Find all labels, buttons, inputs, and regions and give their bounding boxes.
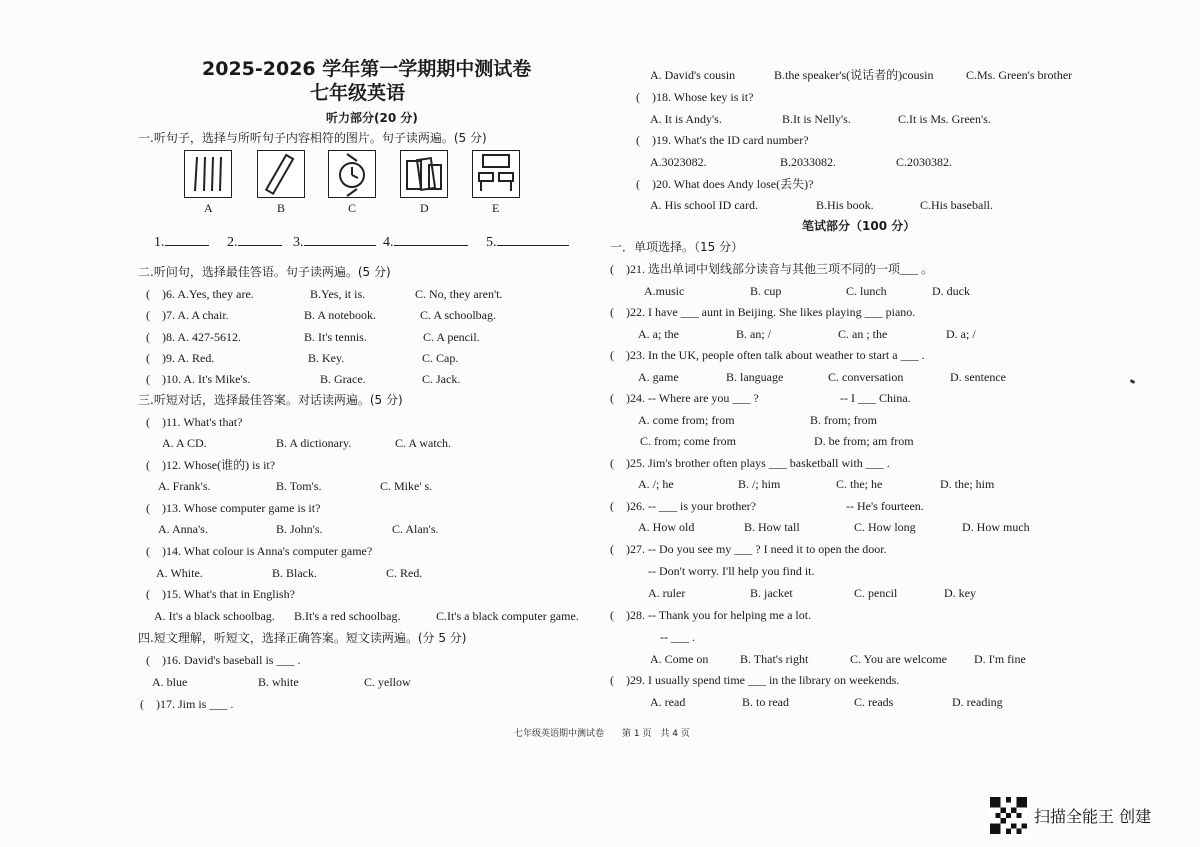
question-23: ( )23. In the UK, people often talk about weather to start a ___ . <box>610 348 925 362</box>
question-17-option-b: B.the speaker's(说话者的)cousin <box>774 68 934 82</box>
section-3-title: 三.听短对话，选择最佳答案。对话读两遍。(5 分) <box>138 393 403 407</box>
ruler-icon <box>257 150 305 198</box>
question-15: ( )15. What's that in English? <box>146 587 295 601</box>
question-26-option-b: B. How tall <box>744 520 800 534</box>
question-20-option-c: C.His baseball. <box>920 198 993 212</box>
question-29-option-a: A. read <box>650 695 686 709</box>
picture-label-b: B <box>277 201 286 215</box>
answer-blank-1[interactable]: 1. <box>154 236 209 250</box>
picture-label-d: D <box>420 201 429 215</box>
question-28-option-c: C. You are welcome <box>850 652 947 666</box>
question-9: ( )9. A. Red. <box>146 351 215 365</box>
question-20: ( )20. What does Andy lose(丢失)? <box>636 177 814 191</box>
question-24-option-a: A. come from; from <box>638 413 735 427</box>
question-6: ( )6. A.Yes, they are. <box>146 287 254 301</box>
question-12-option-b: B. Tom's. <box>276 479 322 493</box>
question-9-option-c: C. Cap. <box>422 351 459 365</box>
question-21-option-b: B. cup <box>750 284 782 298</box>
question-25: ( )25. Jim's brother often plays ___ basketball with ___ . <box>610 456 890 470</box>
question-12-option-c: C. Mike' s. <box>380 479 433 493</box>
question-24-response: -- I ___ China. <box>840 391 911 405</box>
question-8: ( )8. A. 427-5612. <box>146 330 241 344</box>
question-23-option-a: A. game <box>638 370 679 384</box>
question-17-option-a: A. David's cousin <box>650 68 736 82</box>
question-21: ( )21. 选出单词中划线部分读音与其他三项不同的一项___ 。 <box>610 262 933 276</box>
question-11: ( )11. What's that? <box>146 415 243 429</box>
question-18-option-a: A. It is Andy's. <box>650 112 722 126</box>
question-23-option-c: C. conversation <box>828 370 904 384</box>
question-18-option-c: C.It is Ms. Green's. <box>898 112 991 126</box>
question-28-option-d: D. I'm fine <box>974 652 1026 666</box>
question-6-option-b: B.Yes, it is. <box>310 287 366 301</box>
question-10: ( )10. A. It's Mike's. <box>146 372 251 386</box>
question-22: ( )22. I have ___ aunt in Beijing. She likes playing ___ piano. <box>610 305 916 319</box>
question-15-option-b: B.It's a red schoolbag. <box>294 609 401 623</box>
picture-label-e: E <box>492 201 500 215</box>
question-26-response: -- He's fourteen. <box>846 499 924 513</box>
question-22-option-d: D. a; / <box>946 327 976 341</box>
question-25-option-a: A. /; he <box>638 477 674 491</box>
exam-title: 2025-2026 学年第一学期期中测试卷 <box>202 58 532 80</box>
question-16-option-c: C. yellow <box>364 675 411 689</box>
books-icon <box>400 150 448 198</box>
question-14-option-a: A. White. <box>156 566 203 580</box>
question-18: ( )18. Whose key is it? <box>636 90 754 104</box>
question-18-option-b: B.It is Nelly's. <box>782 112 851 126</box>
question-19-option-b: B.2033082. <box>780 155 837 169</box>
scan-speck <box>1130 379 1136 384</box>
section-2-title: 二.听问句，选择最佳答语。句子读两遍。(5 分) <box>138 265 391 279</box>
question-28-option-a: A. Come on <box>650 652 709 666</box>
question-12-option-a: A. Frank's. <box>158 479 211 493</box>
question-28-response: -- ___ . <box>660 630 695 644</box>
writing-heading: 笔试部分（100 分） <box>802 219 916 233</box>
question-6-option-c: C. No, they aren't. <box>415 287 503 301</box>
page-footer: 七年级英语期中测试卷 第 1 页 共 4 页 <box>514 729 690 739</box>
question-22-option-c: C. an ; the <box>838 327 888 341</box>
answer-blank-3[interactable]: 3. <box>293 236 376 250</box>
question-29-option-d: D. reading <box>952 695 1003 709</box>
question-16-option-a: A. blue <box>152 675 188 689</box>
question-24-option-d: D. be from; am from <box>814 434 914 448</box>
question-14: ( )14. What colour is Anna's computer game? <box>146 544 373 558</box>
question-26-option-a: A. How old <box>638 520 695 534</box>
question-11-option-b: B. A dictionary. <box>276 436 352 450</box>
question-11-option-a: A. A CD. <box>162 436 207 450</box>
answer-blank-5[interactable]: 5. <box>486 236 569 250</box>
question-14-option-c: C. Red. <box>386 566 423 580</box>
question-26-option-d: D. How much <box>962 520 1030 534</box>
question-29-option-b: B. to read <box>742 695 789 709</box>
question-27-response: -- Don't worry. I'll help you find it. <box>648 564 815 578</box>
question-15-option-a: A. It's a black schoolbag. <box>154 609 275 623</box>
question-29-option-c: C. reads <box>854 695 894 709</box>
question-12: ( )12. Whose(谁的) is it? <box>146 458 276 472</box>
question-27-option-b: B. jacket <box>750 586 793 600</box>
answer-blank-4[interactable]: 4. <box>383 236 468 250</box>
question-16: ( )16. David's baseball is ___ . <box>146 653 301 667</box>
question-24-option-b: B. from; from <box>810 413 877 427</box>
section-1-title: 一.听句子，选择与所听句子内容相符的图片。句子读两遍。(5 分) <box>138 131 487 145</box>
pens-icon <box>184 150 232 198</box>
question-13: ( )13. Whose computer game is it? <box>146 501 321 515</box>
watch-icon <box>328 150 376 198</box>
question-22-option-b: B. an; / <box>736 327 771 341</box>
question-28: ( )28. -- Thank you for helping me a lot. <box>610 608 812 622</box>
question-8-option-b: B. It's tennis. <box>304 330 367 344</box>
question-19: ( )19. What's the ID card number? <box>636 133 809 147</box>
question-23-option-b: B. language <box>726 370 784 384</box>
question-21-option-c: C. lunch <box>846 284 887 298</box>
question-27-option-a: A. ruler <box>648 586 686 600</box>
question-29: ( )29. I usually spend time ___ in the library on weekends. <box>610 673 900 687</box>
classroom-icon <box>472 150 520 198</box>
question-16-option-b: B. white <box>258 675 299 689</box>
scanner-watermark: 扫描全能王 创建 <box>1034 807 1152 826</box>
question-15-option-c: C.It's a black computer game. <box>436 609 579 623</box>
question-17-option-c: C.Ms. Green's brother <box>966 68 1073 82</box>
question-20-option-a: A. His school ID card. <box>650 198 758 212</box>
question-19-option-a: A.3023082. <box>650 155 707 169</box>
question-22-option-a: A. a; the <box>638 327 679 341</box>
question-21-option-d: D. duck <box>932 284 970 298</box>
question-10-option-b: B. Grace. <box>320 372 366 386</box>
picture-label-c: C <box>348 201 357 215</box>
question-14-option-b: B. Black. <box>272 566 317 580</box>
question-27-option-c: C. pencil <box>854 586 898 600</box>
question-26-option-c: C. How long <box>854 520 916 534</box>
listening-heading: 听力部分(20 分) <box>326 111 418 125</box>
section-4-title: 四.短文理解，听短文，选择正确答案。短文读两遍。(分 5 分) <box>138 631 467 645</box>
question-20-option-b: B.His book. <box>816 198 874 212</box>
question-25-option-c: C. the; he <box>836 477 883 491</box>
question-25-option-d: D. the; him <box>940 477 995 491</box>
question-8-option-c: C. A pencil. <box>423 330 480 344</box>
question-13-option-b: B. John's. <box>276 522 323 536</box>
question-11-option-c: C. A watch. <box>395 436 451 450</box>
question-9-option-b: B. Key. <box>308 351 345 365</box>
question-21-option-a: A.music <box>644 284 685 298</box>
answer-blank-2[interactable]: 2. <box>227 236 282 250</box>
question-28-option-b: B. That's right <box>740 652 809 666</box>
question-7: ( )7. A. A chair. <box>146 308 229 322</box>
exam-subtitle: 七年级英语 <box>310 82 406 104</box>
question-23-option-d: D. sentence <box>950 370 1006 384</box>
question-24-option-c: C. from; come from <box>640 434 736 448</box>
question-10-option-c: C. Jack. <box>422 372 461 386</box>
question-17: ( )17. Jim is ___ . <box>140 697 234 711</box>
question-13-option-a: A. Anna's. <box>158 522 208 536</box>
question-26: ( )26. -- ___ is your brother? <box>610 499 756 513</box>
question-27: ( )27. -- Do you see my ___ ? I need it to open the door. <box>610 542 887 556</box>
question-7-option-c: C. A schoolbag. <box>420 308 497 322</box>
question-24: ( )24. -- Where are you ___ ? <box>610 391 759 405</box>
question-27-option-d: D. key <box>944 586 976 600</box>
question-13-option-c: C. Alan's. <box>392 522 439 536</box>
question-19-option-c: C.2030382. <box>896 155 953 169</box>
writing-section-1-title: 一．单项选择。（15 分） <box>610 240 744 254</box>
qr-code-icon <box>990 797 1027 834</box>
question-7-option-b: B. A notebook. <box>304 308 377 322</box>
picture-label-a: A <box>204 201 213 215</box>
question-25-option-b: B. /; him <box>738 477 781 491</box>
